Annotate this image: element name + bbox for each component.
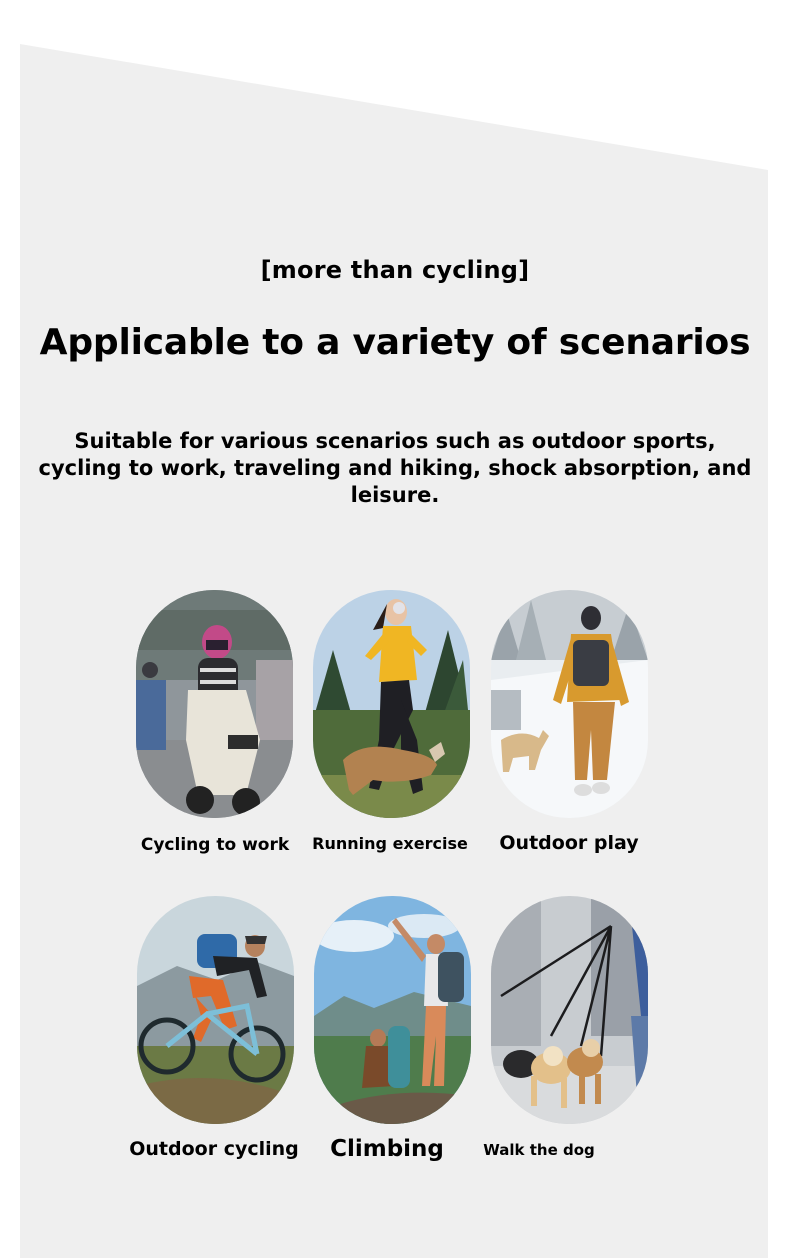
scenario-image-outdoor-cycling (137, 896, 294, 1124)
section-headline: Applicable to a variety of scenarios (39, 322, 751, 363)
dog-walker-illustration (491, 896, 648, 1124)
mountain-biker-illustration (137, 896, 294, 1124)
scenario-label-outdoor-play: Outdoor play (499, 832, 639, 854)
runner-illustration (313, 590, 470, 818)
scenario-label-cycling-to-work: Cycling to work (140, 835, 290, 855)
scenario-image-outdoor-play (491, 590, 648, 818)
scenario-label-outdoor-cycling: Outdoor cycling (129, 1138, 299, 1160)
scooter-rider-illustration (136, 590, 293, 818)
scenario-image-cycling-to-work (136, 590, 293, 818)
scenario-label-running-exercise: Running exercise (312, 834, 468, 853)
scenario-image-climbing (314, 896, 471, 1124)
scenario-label-walk-the-dog: Walk the dog (483, 1141, 595, 1159)
scenario-image-running-exercise (313, 590, 470, 818)
scenario-label-climbing: Climbing (330, 1136, 444, 1162)
hikers-summit-illustration (314, 896, 471, 1124)
section-description: Suitable for various scenarios such as outdoor sports, cycling to work, traveling and hiking, shock absorption, and leisure. (38, 429, 752, 507)
section-tagline: [more than cycling] (260, 256, 530, 284)
scenario-image-walk-the-dog (491, 896, 648, 1124)
snow-hiker-illustration (491, 590, 648, 818)
